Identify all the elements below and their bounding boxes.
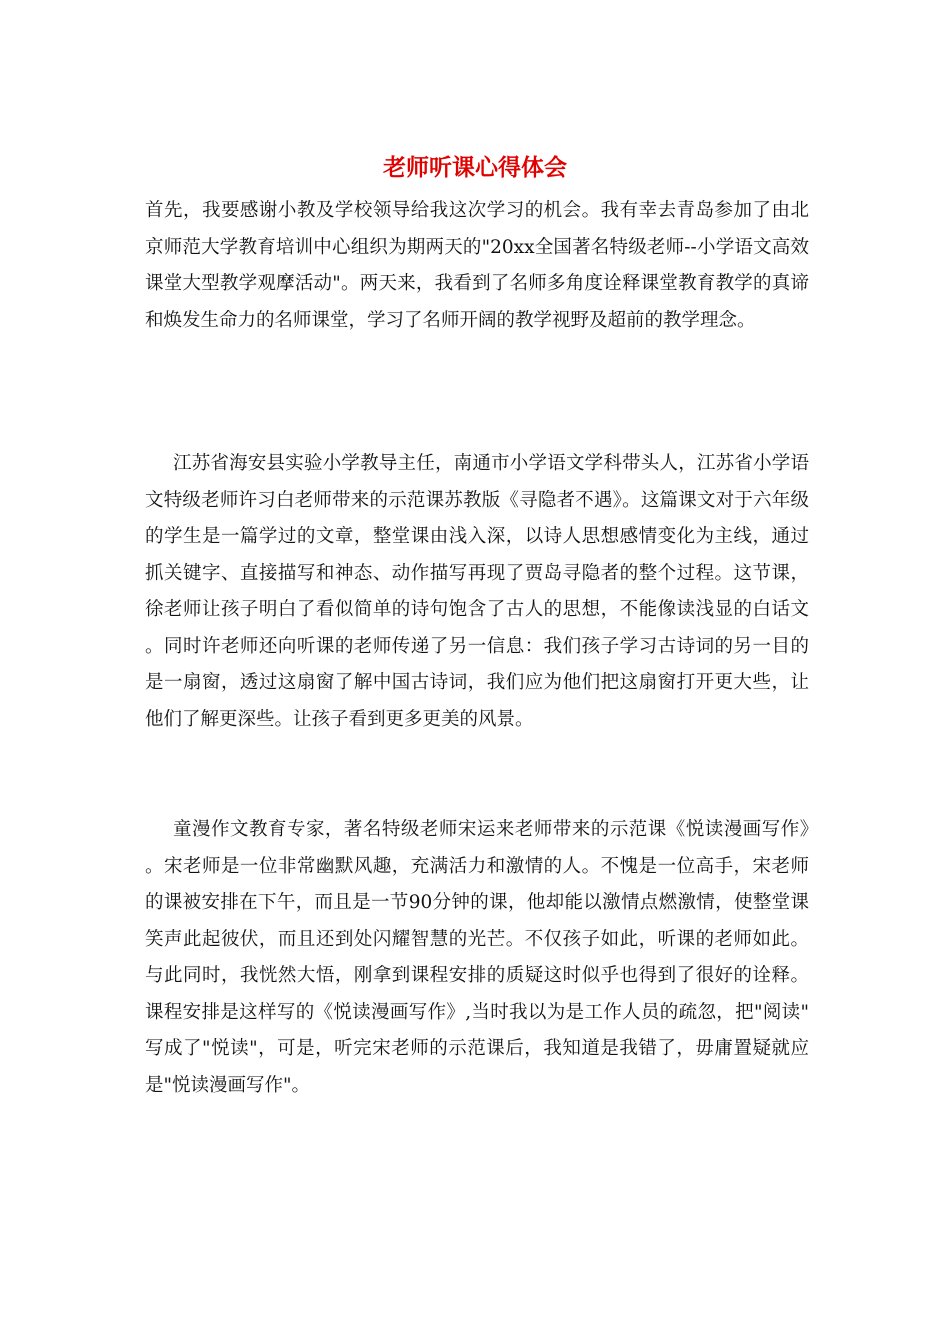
paragraph-song-lesson: 童漫作文教育专家，著名特级老师宋运来老师带来的示范课《悦读漫画写作》。宋老师是一位非常幽默风趣，充满活力和激情的人。不愧是一位高手，宋老师的课被安排在下午，而且是一节90分钟的课，他却能以激情点燃激情，使整堂课笑声此起彼伏，而且还到处闪耀智慧的光芒。不仅孩子如此，听课的老师如此。与此同时，我恍然大悟，刚拿到课程安排的质疑这时似乎也得到了很好的诠释。课程安排是这样写的《悦读漫画写作》,当时我以为是工作人员的疏忽，把"阅读"写成了"悦读"，可是，听完宋老师的示范课后，我知道是我错了，毋庸置疑就应是"悦读漫画写作"。 bbox=[145, 819, 809, 1096]
paragraph-xu-lesson: 江苏省海安县实验小学教导主任，南通市小学语文学科带头人，江苏省小学语文特级老师许习白老师带来的示范课苏教版《寻隐者不遇》。这篇课文对于六年级的学生是一篇学过的文章，整堂课由浅入深，以诗人思想感情变化为主线，通过抓关键字、直接描写和神态、动作描写再现了贾岛寻隐者的整个过程。这节课，徐老师让孩子明白了看似简单的诗句饱含了古人的思想，不能像读浅显的白话文。同时许老师还向听课的老师传递了另一信息：我们孩子学习古诗词的另一目的是一扇窗，透过这扇窗了解中国古诗词，我们应为他们把这扇窗打开更大些，让他们了解更深些。让孩子看到更多更美的风景。 bbox=[145, 453, 809, 730]
document-title: 老师听课心得体会 bbox=[383, 154, 567, 181]
paragraph-intro: 首先，我要感谢小教及学校领导给我这次学习的机会。我有幸去青岛参加了由北京师范大学教育培训中心组织为期两天的"20xx全国著名特级老师--小学语文高效课堂大型教学观摩活动"。两天来，我看到了名师多角度诠释课堂教育教学的真谛和焕发生命力的名师课堂，学习了名师开阔的教学视野及超前的教学理念。 bbox=[145, 200, 809, 331]
